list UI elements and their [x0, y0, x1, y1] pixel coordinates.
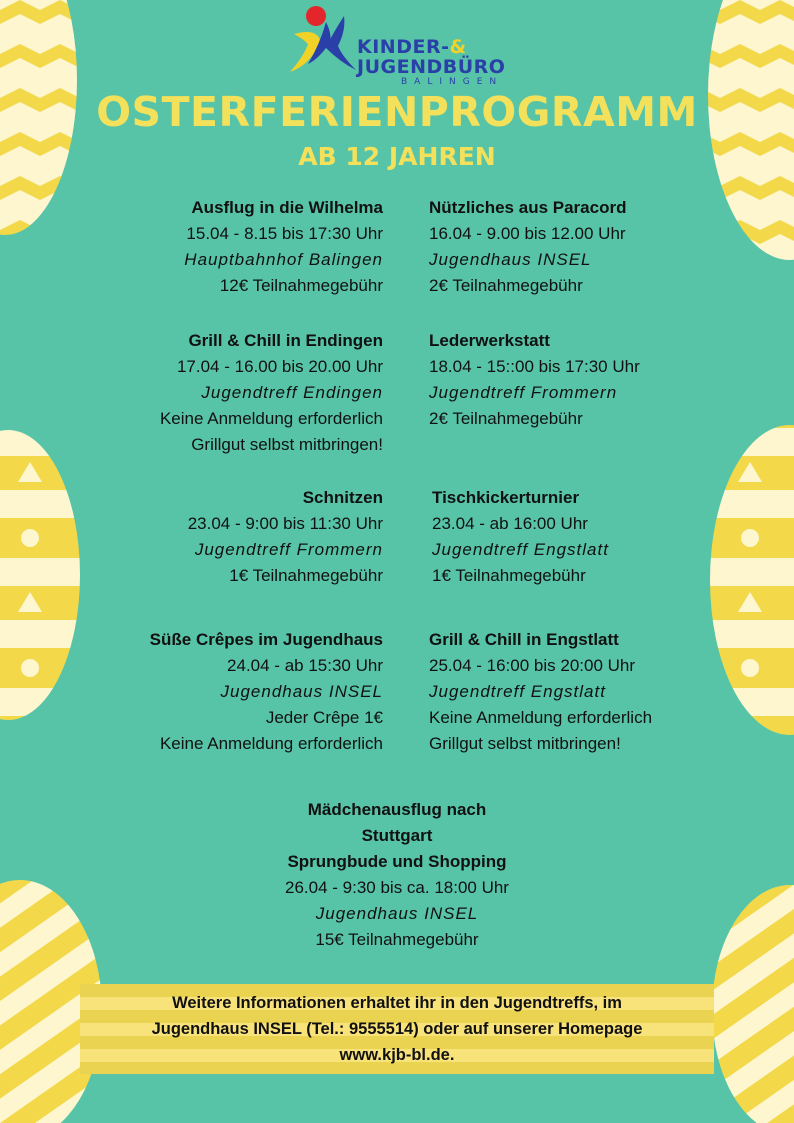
event-note: Keine Anmeldung erforderlich — [159, 734, 383, 753]
event-note: 12€ Teilnahmegebühr — [219, 276, 383, 295]
event-note: 2€ Teilnahmegebühr — [429, 276, 583, 295]
event-paracord — [429, 195, 626, 299]
event-name: Grill & Chill in Engstlatt — [429, 630, 619, 649]
event-time: 18.04 - 15::00 bis 17:30 Uhr — [429, 357, 640, 376]
egg-middle-right — [710, 425, 794, 735]
logo-line-2: JUGENDBÜRO — [357, 56, 506, 78]
event-note: Grillgut selbst mitbringen! — [429, 734, 621, 753]
event-tischkicker — [432, 485, 609, 589]
event-note: Grillgut selbst mitbringen! — [191, 435, 383, 454]
event-name: Tischkickerturnier — [432, 488, 580, 507]
event-location: Jugendtreff Frommern — [194, 540, 383, 559]
logo-ampersand: & — [449, 36, 467, 58]
event-wilhelma — [184, 195, 383, 299]
egg-middle-left — [0, 430, 80, 720]
event-location: Jugendhaus INSEL — [315, 904, 479, 923]
event-time: 23.04 - ab 16:00 Uhr — [432, 514, 588, 533]
page-subtitle: AB 12 JAHREN — [298, 142, 496, 171]
event-note: 1€ Teilnahmegebühr — [432, 566, 586, 585]
info-line: Jugendhaus INSEL (Tel.: 9555514) oder auf unserer Homepage — [151, 1020, 643, 1038]
event-name: Lederwerkstatt — [429, 331, 550, 350]
page-title: OSTERFERIENPROGRAMM — [96, 88, 698, 136]
event-schnitzen — [188, 485, 383, 589]
event-time: 25.04 - 16:00 bis 20:00 Uhr — [429, 656, 636, 675]
event-name-line: Mädchenausflug nach — [307, 800, 487, 819]
event-note: Keine Anmeldung erforderlich — [159, 409, 383, 428]
event-grill-engstlatt — [429, 627, 652, 757]
event-time: 17.04 - 16.00 bis 20.00 Uhr — [176, 357, 383, 376]
event-time: 26.04 - 9:30 bis ca. 18:00 Uhr — [285, 878, 509, 897]
event-note: 2€ Teilnahmegebühr — [429, 409, 583, 428]
event-location: Jugendtreff Frommern — [429, 383, 618, 402]
event-name-line: Sprungbude und Shopping — [287, 852, 507, 871]
event-time: 24.04 - ab 15:30 Uhr — [227, 656, 383, 675]
event-location: Jugendtreff Engstlatt — [432, 540, 609, 559]
event-note: Jeder Crêpe 1€ — [265, 708, 383, 727]
kjb-logo-text — [357, 37, 505, 87]
event-location: Hauptbahnhof Balingen — [184, 250, 383, 269]
homepage-link[interactable]: www.kjb-bl.de. — [339, 1046, 455, 1064]
event-crepes — [150, 627, 383, 757]
event-note: Keine Anmeldung erforderlich — [429, 708, 653, 727]
event-grill-endingen — [160, 328, 383, 458]
event-location: Jugendtreff Endingen — [201, 383, 383, 402]
event-location: Jugendhaus INSEL — [429, 250, 592, 269]
event-location: Jugendtreff Engstlatt — [429, 682, 606, 701]
event-time: 15.04 - 8.15 bis 17:30 Uhr — [186, 224, 383, 243]
event-lederwerkstatt — [429, 328, 640, 432]
event-name: Grill & Chill in Endingen — [188, 331, 383, 350]
logo-line-1: KINDER- — [357, 36, 450, 58]
event-time: 23.04 - 9:00 bis 11:30 Uhr — [187, 514, 383, 533]
event-time: 16.04 - 9.00 bis 12.00 Uhr — [429, 224, 626, 243]
event-note: 1€ Teilnahmegebühr — [229, 566, 383, 585]
event-name-line: Stuttgart — [361, 826, 433, 845]
info-banner-text — [80, 990, 714, 1068]
event-note: 15€ Teilnahmegebühr — [315, 930, 479, 949]
logo-line-3: BALINGEN — [401, 77, 504, 87]
event-name: Ausflug in die Wilhelma — [191, 198, 383, 217]
info-line: Weitere Informationen erhaltet ihr in den Jugendtreffs, im — [172, 994, 622, 1012]
event-name: Schnitzen — [302, 488, 383, 507]
event-name: Nützliches aus Paracord — [429, 198, 627, 217]
event-location: Jugendhaus INSEL — [220, 682, 383, 701]
event-maedchenausflug — [0, 797, 794, 953]
event-name: Süße Crêpes im Jugendhaus — [149, 630, 383, 649]
